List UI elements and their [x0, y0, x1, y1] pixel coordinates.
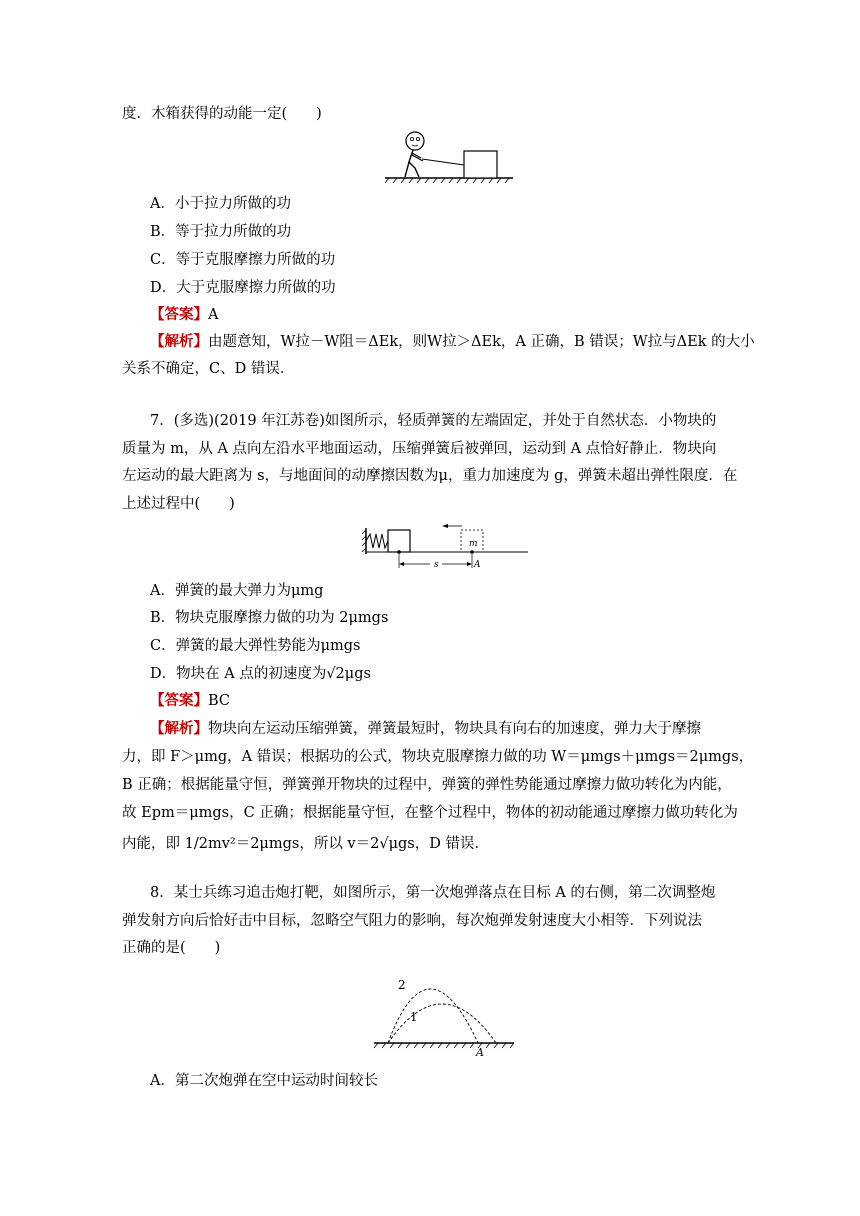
q7-explanation-line1 — [150, 719, 701, 739]
q8-stem-line3: 正确的是( ) — [122, 940, 221, 956]
q8-stem-line1: 8．某士兵练习追击炮打靶，如图所示，第一次炮弹落点在目标 A 的右侧，第二次调整炮 — [150, 885, 716, 901]
q7-option-a: A．弹簧的最大弹力为μmg — [150, 583, 324, 599]
q7-figure-distance-label: s — [434, 560, 439, 570]
q7-explanation-line5: 内能，即 1/2mv²＝2μmgs，所以 v＝2√μgs，D 错误． — [122, 836, 489, 852]
q8-option-a: A．第二次炮弹在空中运动时间较长 — [150, 1073, 378, 1089]
q7-answer — [150, 691, 230, 711]
q6-figure-person-pulling-box — [385, 128, 515, 184]
q6-stem-tail: 度．木箱获得的动能一定( ) — [122, 106, 322, 122]
q6-answer-value: A — [208, 307, 219, 323]
q6-option-d: D．大于克服摩擦力所做的功 — [150, 280, 336, 296]
q7-explanation-tag: 【解析】 — [150, 720, 208, 737]
q7-figure-spring-block — [362, 522, 532, 574]
q6-explanation-line1 — [150, 332, 755, 352]
q7-figure-mass-label: m — [469, 539, 478, 549]
q8-stem-line2: 弹发射方向后恰好击中目标，忽略空气阻力的影响，每次炮弹发射速度大小相等．下列说法 — [122, 913, 702, 929]
q6-option-a: A．小于拉力所做的功 — [150, 196, 291, 212]
q7-explanation-line2: 力，即 F＞μmg，A 错误；根据功的公式，物块克服摩擦力做的功 W＝μmgs＋μmgs＝2μmgs， — [122, 749, 754, 765]
q8-figure-target-label: A — [476, 1046, 484, 1057]
q7-answer-value: BC — [208, 693, 231, 709]
q7-stem-line3: 左运动的最大距离为 s，与地面间的动摩擦因数为μ，重力加速度为 g，弹簧未超出弹性限度．在 — [122, 468, 738, 484]
q7-stem-line1: 7．(多选)(2019 年江苏卷)如图所示，轻质弹簧的左端固定，并处于自然状态．小物块的 — [150, 413, 717, 429]
q7-explanation-line3: B 正确；根据能量守恒，弹簧弹开物块的过程中，弹簧的弹性势能通过摩擦力做功转化为内能， — [122, 777, 732, 793]
q7-explanation-text1: 物块向左运动压缩弹簧，弹簧最短时，物块具有向右的加速度，弹力大于摩擦 — [208, 721, 701, 737]
q8-figure-path1-label: 1 — [410, 1010, 418, 1024]
q7-option-c: C．弹簧的最大弹性势能为μmgs — [150, 638, 361, 654]
q7-option-b: B．物块克服摩擦力做的功为 2μmgs — [150, 610, 389, 626]
q7-explanation-line4: 故 Epm＝μmgs，C 正确；根据能量守恒，在整个过程中，物体的初动能通过摩擦力做功转化为 — [122, 805, 738, 821]
q6-explanation-text1: 由题意知，W拉－W阻＝ΔEk，则W拉＞ΔEk，A 正确，B 错误；W拉与ΔEk 的大小 — [208, 334, 755, 350]
q6-option-c: C．等于克服摩擦力所做的功 — [150, 252, 336, 268]
q7-answer-tag: 【答案】 — [150, 692, 208, 709]
q7-stem-line2: 质量为 m，从 A 点向左沿水平地面运动，压缩弹簧后被弹回，运动到 A 点恰好静止．物块向 — [122, 441, 717, 457]
q7-stem-line4: 上述过程中( ) — [122, 496, 235, 512]
q6-explanation-tag: 【解析】 — [150, 333, 208, 350]
q6-answer-tag: 【答案】 — [150, 306, 208, 323]
q8-figure-path2-label: 2 — [398, 978, 406, 992]
q7-option-d: D．物块在 A 点的初速度为√2μgs — [150, 666, 371, 682]
q7-figure-point-label: A — [474, 560, 481, 570]
q8-figure-projectile-paths — [372, 975, 517, 1057]
q6-explanation-line2: 关系不确定，C、D 错误． — [122, 361, 295, 377]
q6-option-b: B．等于拉力所做的功 — [150, 224, 292, 240]
q6-answer — [150, 305, 218, 325]
